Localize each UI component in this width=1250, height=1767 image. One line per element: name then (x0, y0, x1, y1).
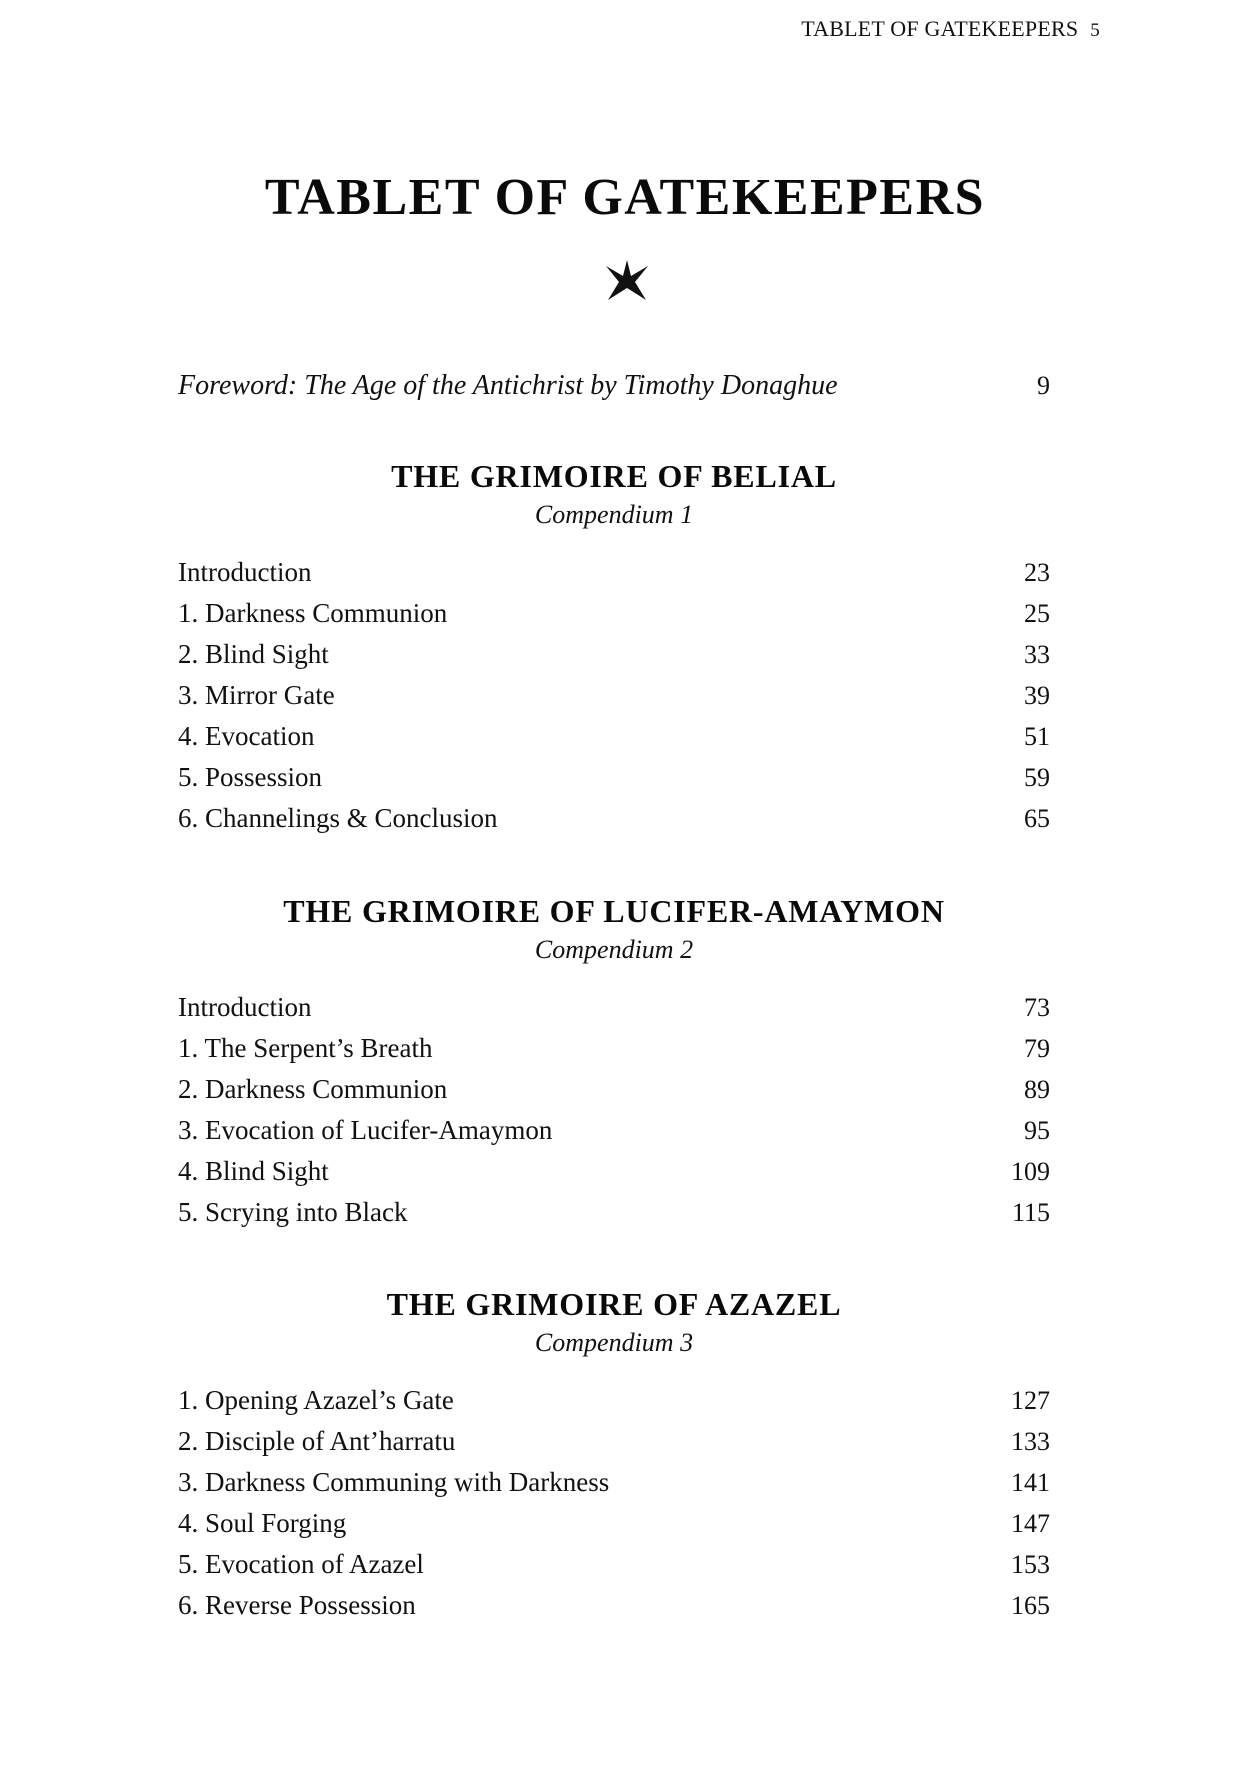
toc-entry-page: 33 (1024, 640, 1050, 669)
section-grimoire-lucifer-amaymon (178, 893, 1050, 1233)
toc-entry-page: 39 (1024, 681, 1050, 710)
toc-entry-label: 3. Evocation of Lucifer-Amaymon (178, 1115, 553, 1145)
section-subtitle: Compendium 3 (534, 1328, 694, 1357)
toc-entry-label: 5. Evocation of Azazel (178, 1549, 424, 1579)
foreword-entry[interactable] (178, 370, 1050, 402)
section-grimoire-belial (178, 458, 1050, 839)
toc-entry[interactable] (178, 593, 1050, 634)
toc-entry-label: Introduction (178, 992, 312, 1022)
toc-entry-page: 153 (1011, 1550, 1050, 1579)
section-subtitle: Compendium 2 (534, 935, 694, 964)
toc-entry[interactable] (178, 1028, 1050, 1069)
toc-entry-page: 65 (1024, 804, 1050, 833)
toc-entry-label: 5. Possession (178, 762, 323, 792)
toc-entry[interactable] (178, 552, 1050, 593)
running-head-title: TABLET OF GATEKEEPERS (801, 16, 1079, 41)
foreword-label: Foreword: The Age of the Antichrist by Timothy Donaghue (178, 370, 838, 401)
toc-entry-page: 133 (1011, 1427, 1050, 1456)
toc-entry[interactable] (178, 634, 1050, 675)
section-title: THE GRIMOIRE OF BELIAL (391, 458, 837, 494)
section-grimoire-azazel (178, 1286, 1050, 1626)
running-head-page-number: 5 (1090, 20, 1100, 41)
section-title: THE GRIMOIRE OF AZAZEL (386, 1286, 842, 1322)
toc-entry-label: 1. Opening Azazel’s Gate (178, 1385, 454, 1415)
toc-entry-page: 73 (1024, 993, 1050, 1022)
toc-entry-label: Introduction (178, 557, 312, 587)
toc-entry-page: 109 (1011, 1157, 1050, 1186)
toc-entry[interactable] (178, 1421, 1050, 1462)
toc-entry[interactable] (178, 1192, 1050, 1233)
toc-entry-page: 51 (1024, 722, 1050, 751)
toc-entry-label: 3. Mirror Gate (178, 680, 335, 710)
toc-entry-page: 89 (1024, 1075, 1050, 1104)
section-subtitle: Compendium 1 (534, 500, 694, 529)
toc-entry-page: 23 (1024, 558, 1050, 587)
toc-entry-page: 115 (1011, 1198, 1050, 1227)
toc-entry-label: 3. Darkness Communing with Darkness (178, 1467, 610, 1497)
toc-entry-label: 4. Blind Sight (178, 1156, 329, 1186)
toc-entry-page: 79 (1024, 1034, 1050, 1063)
toc-entry-label: 4. Soul Forging (178, 1508, 347, 1538)
toc-entry[interactable] (178, 1151, 1050, 1192)
toc-entry-page: 25 (1024, 599, 1050, 628)
toc-entry-page: 127 (1011, 1386, 1050, 1415)
toc-entry[interactable] (178, 987, 1050, 1028)
toc-entry[interactable] (178, 1069, 1050, 1110)
toc-entry[interactable] (178, 1110, 1050, 1151)
toc-entry-label: 6. Reverse Possession (178, 1590, 416, 1620)
toc-entry[interactable] (178, 798, 1050, 839)
toc-entry[interactable] (178, 716, 1050, 757)
toc-entry-page: 147 (1011, 1509, 1050, 1538)
toc-entry-label: 2. Darkness Communion (178, 1074, 448, 1104)
toc-entry-label: 2. Blind Sight (178, 639, 329, 669)
section-title: THE GRIMOIRE OF LUCIFER-AMAYMON (283, 893, 945, 929)
toc-entry-label: 4. Evocation (178, 721, 315, 751)
page-title: TABLET OF GATEKEEPERS (264, 169, 986, 226)
toc-entry-page: 95 (1024, 1116, 1050, 1145)
toc-entry[interactable] (178, 1585, 1050, 1626)
toc-entry[interactable] (178, 675, 1050, 716)
toc-entry[interactable] (178, 1544, 1050, 1585)
running-head (801, 16, 1100, 42)
toc-entry-label: 5. Scrying into Black (178, 1197, 408, 1227)
toc-entry-label: 1. Darkness Communion (178, 598, 448, 628)
toc-entry[interactable] (178, 1503, 1050, 1544)
toc-entry-page: 59 (1024, 763, 1050, 792)
toc-entry-label: 1. The Serpent’s Breath (178, 1033, 433, 1063)
star-ornament-icon (604, 258, 650, 304)
toc-entry[interactable] (178, 757, 1050, 798)
toc-entry[interactable] (178, 1462, 1050, 1503)
foreword-page: 9 (1037, 371, 1050, 400)
toc-entry-page: 165 (1011, 1591, 1050, 1620)
toc-entry-page: 141 (1011, 1468, 1050, 1497)
toc-entry[interactable] (178, 1380, 1050, 1421)
toc-entry-label: 6. Channelings & Conclusion (178, 803, 498, 833)
toc-entry-label: 2. Disciple of Ant’harratu (178, 1426, 456, 1456)
